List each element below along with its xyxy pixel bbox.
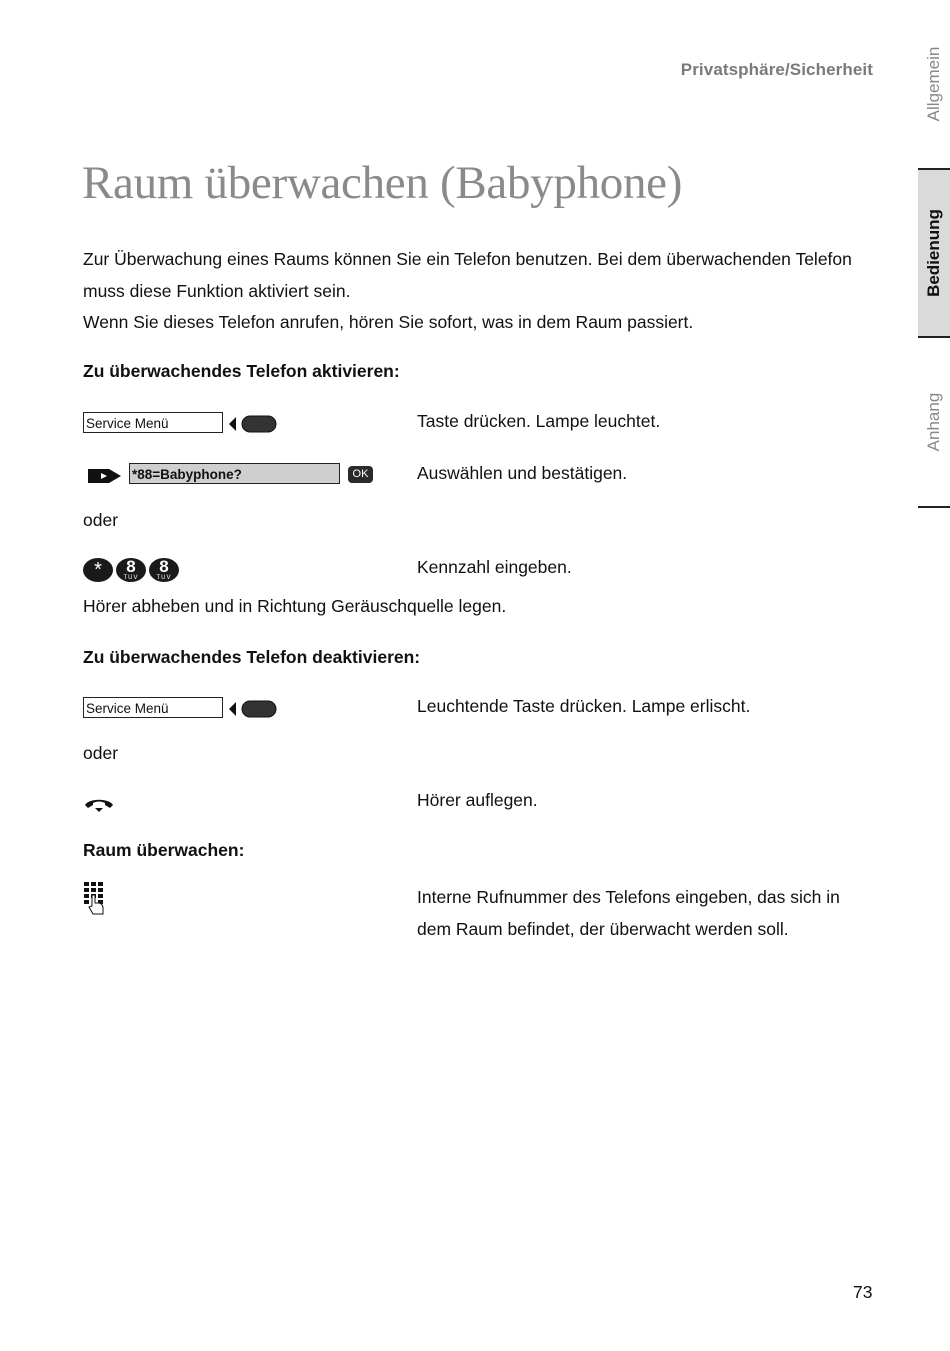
key-letters: TUV [123,575,139,581]
function-key-icon[interactable] [227,414,279,434]
intro-paragraph: Zur Überwachung eines Raums können Sie ein Telefon benutzen. Bei dem überwachenden Telefon muss diese Funktion aktiviert sein. [83,249,852,301]
side-tab-label: Bedienung [924,209,943,297]
service-menu-display: Service Menü [83,697,223,718]
monitor-step1-desc: Interne Rufnummer des Telefons eingeben, das sich in dem Raum befindet, der überwacht werden soll. [417,887,840,939]
side-tab-label: Allgemein [924,46,943,122]
keypad-dial-icon [83,881,107,915]
key-digit: 8 [159,557,169,576]
key-letters: TUV [156,575,172,581]
activate-step1-desc: Taste drücken. Lampe leuchtet. [417,411,661,431]
deactivate-heading: Zu überwachendes Telefon deaktivieren: [83,647,421,667]
babyphone-display: *88=Babyphone? [129,463,340,484]
side-tab-bedienung[interactable] [918,168,950,338]
function-key-icon[interactable] [227,699,279,719]
star-key[interactable]: * [83,558,113,582]
deactivate-step1-desc: Leuchtende Taste drücken. Lampe erlischt. [417,696,751,716]
handset-hang-up-icon [83,797,115,813]
ok-button[interactable]: OK [348,466,373,483]
digit-8-key[interactable] [116,558,146,582]
side-tab-label: Anhang [924,392,943,452]
or-label: oder [83,743,119,763]
nav-right-key-icon[interactable] [85,467,123,485]
service-menu-display: Service Menü [83,412,223,433]
activate-step2-desc: Auswählen und bestätigen. [417,463,628,483]
section-header-title: Privatsphäre/Sicherheit [680,60,873,79]
digit-8-key[interactable] [149,558,179,582]
deactivate-step2-desc: Hörer auflegen. [417,790,538,810]
activate-step3-desc: Kennzahl eingeben. [417,557,572,577]
intro-paragraph-2: Wenn Sie dieses Telefon anrufen, hören Sie sofort, was in dem Raum passiert. [83,312,694,332]
key-digit: 8 [126,557,136,576]
page-title: Raum überwachen (Babyphone) [82,157,683,209]
activate-heading: Zu überwachendes Telefon aktivieren: [83,361,400,381]
monitor-heading: Raum überwachen: [83,840,245,860]
side-tab-allgemein[interactable] [918,0,950,168]
or-label: oder [83,510,119,530]
side-tab-anhang[interactable] [918,338,950,508]
page-number: 73 [853,1282,873,1302]
activate-note: Hörer abheben und in Richtung Geräuschquelle legen. [83,596,507,616]
